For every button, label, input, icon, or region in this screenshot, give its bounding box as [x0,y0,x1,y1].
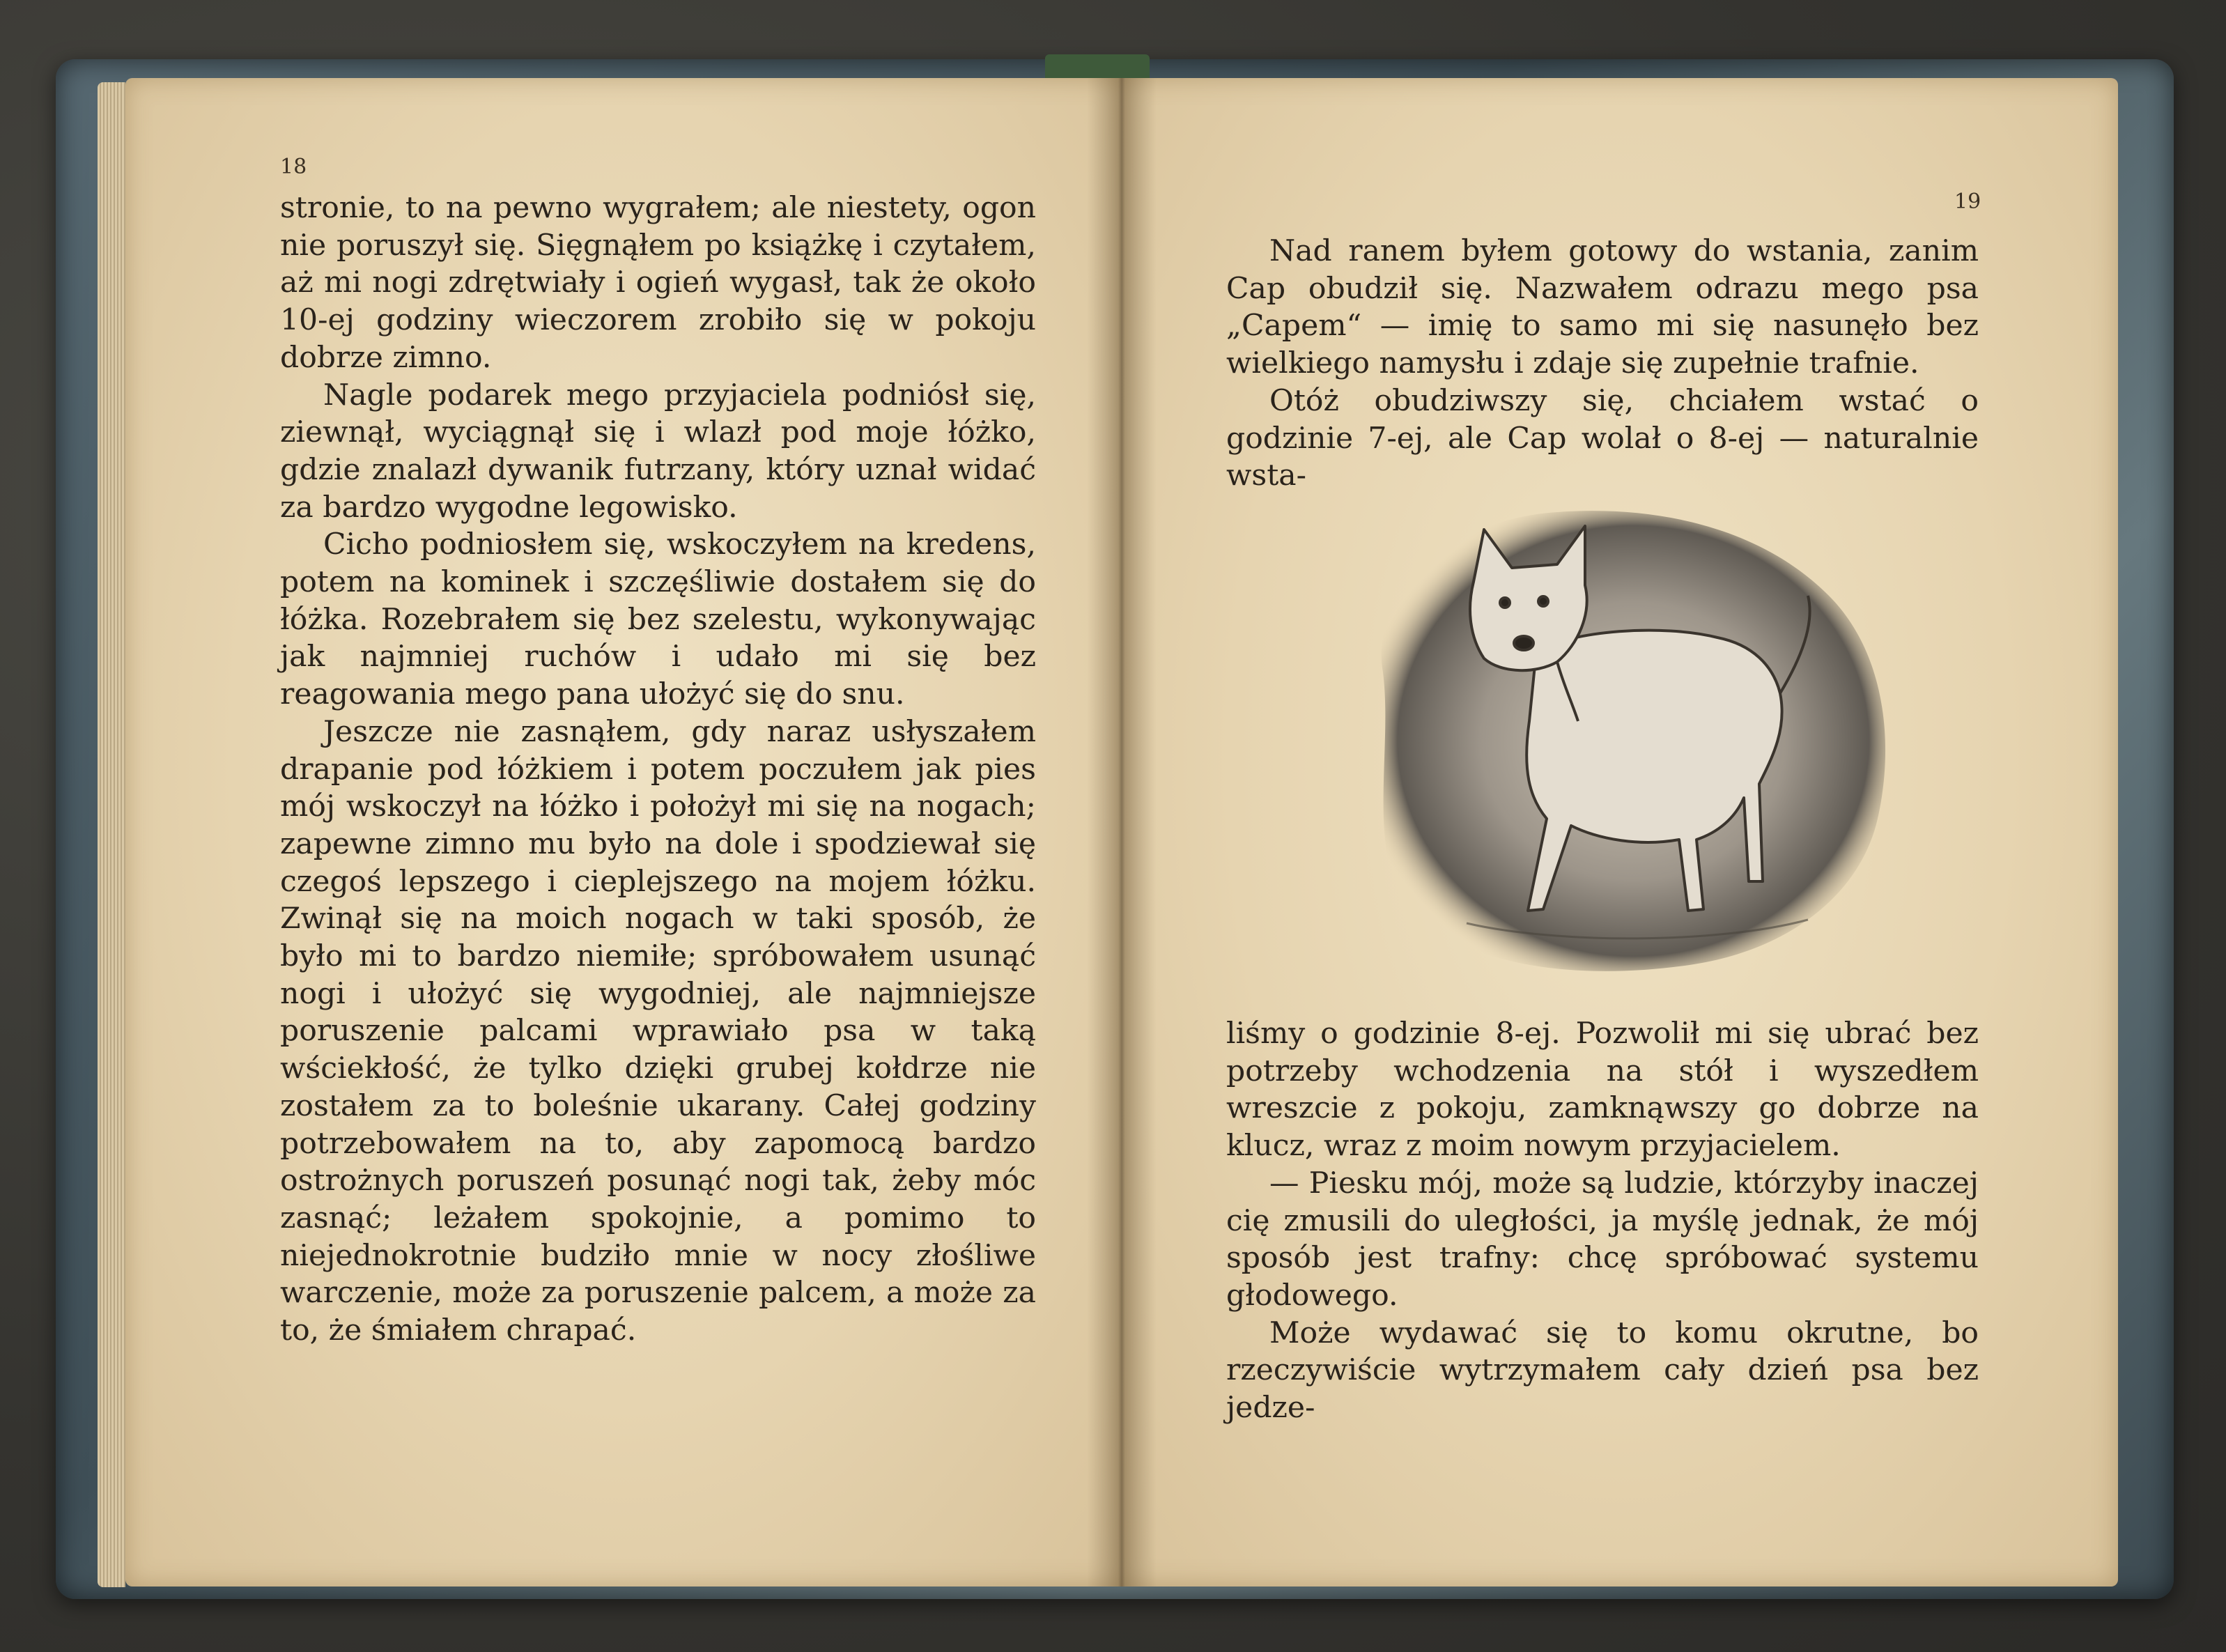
page-number-left: 18 [280,155,307,179]
paragraph: stronie, to na pewno wygrałem; ale niestety, ogon nie poruszył się. Sięgnąłem po książkę i czytałem, aż mi nogi zdrętwiały i ogień wygasł, tak że około 10-ej godziny wieczorem zrobiło się w pokoju dobrze zimno. [280,191,1036,375]
page-edges [98,82,125,1587]
paragraph: liśmy o godzinie 8-ej. Pozwolił mi się ubrać bez potrzeby wchodzenia na stół i wyszedłem wreszcie z pokoju, zamknąwszy go dobrze na klucz, wraz z moim nowym przyjacielem. [1226,1017,1979,1164]
dog-nose [1514,636,1533,650]
paragraph: Otóż obudziwszy się, chciałem wstać o godzinie 7-ej, ale Cap wolał o 8-ej — naturalnie wsta- [1226,383,1979,493]
dog-illustration [1327,491,1899,979]
dog-eye [1538,596,1548,606]
paragraph: Jeszcze nie zasnąłem, gdy naraz usłyszałem drapanie pod łóżkiem i potem poczułem jak pies mój wskoczył na łóżko i położył mi się na nogach; zapewne zimno mu było na dole i spodziewał się czegoś lepszego i cieplejszego na mojem łóżku. Zwinął się na moich nogach w taki sposób, że było mi to bardzo niemiłe; spróbowałem usunąć nogi i ułożyć się wygodniej, ale najmniejsze poruszenie palcami wprawiało psa w taką wściekłość, że tylko dzięki grubej kołdrze nie zostałem za to boleśnie ukarany. Całej godziny potrzebowałem na to, aby zapomocą bardzo ostrożnych poruszeń posunąć nogi tak, żeby móc zasnąć; leżałem spokojnie, a pomimo to niejednokrotnie budziło mnie w nocy złośliwe warczenie, może za poruszenie palcem, a może za to, że śmiałem chrapać. [280,714,1036,1348]
book-gutter [1087,78,1157,1587]
left-page-text [280,190,1036,1350]
paragraph: Cicho podniosłem się, wskoczyłem na kredens, potem na kominek i szczęśliwie dostałem się do łóżka. Rozebrałem się bez szelestu, wykonywając jak najmniej ruchów i udało mi się bez reagowania mego pana ułożyć się do snu. [280,527,1036,712]
paragraph: — Piesku mój, może są ludzie, którzyby inaczej cię zmusili do uległości, ja myślę jednak, że mój sposób jest trafny: chcę spróbować systemu głodowego. [1226,1166,1979,1313]
right-page-text-top [1226,233,1979,495]
right-page-text-bottom [1226,1015,1979,1427]
paragraph: Może wydawać się to komu okrutne, bo rzeczywiście wytrzymałem cały dzień psa bez jedze- [1226,1315,1979,1426]
page-number-right: 19 [1954,190,1981,214]
dog-eye [1500,598,1510,608]
left-page [125,78,1122,1587]
paragraph: Nad ranem byłem gotowy do wstania, zanim Cap obudził się. Nazwałem odrazu mego psa „Capem“ — imię to samo mi się nasunęło bez wielkiego namysłu i zdaje się zupełnie trafnie. [1226,234,1979,381]
paragraph: Nagle podarek mego przyjaciela podniósł się, ziewnął, wyciągnął się i wlazł pod moje łóżko, gdzie znalazł dywanik futrzany, który uznał widać za bardzo wygodne legowisko. [280,378,1036,525]
